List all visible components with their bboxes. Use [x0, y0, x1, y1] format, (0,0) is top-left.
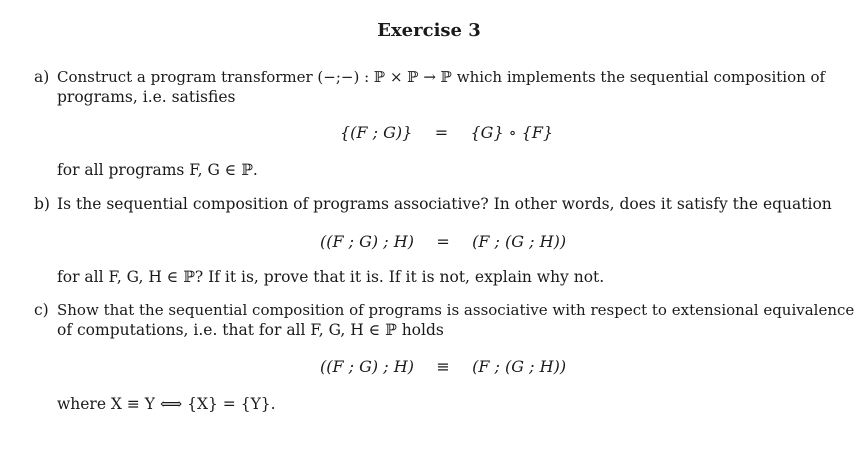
part-c-line-1: Show that the sequential composition of programs is associative with respect to extensional equivalence: [57, 301, 855, 319]
part-c-after-text: where X ≡ Y ⟺ {X} = {Y}.: [57, 395, 276, 413]
part-a-line-2: programs, i.e. satisfies: [57, 88, 236, 106]
part-c-line-2: of computations, i.e. that for all F, G, H ∈ ℙ holds: [57, 321, 444, 339]
part-a-marker: a): [34, 68, 50, 86]
part-b-equation: [320, 232, 566, 252]
part-b-equation-lhs: ((F ; G) ; H): [320, 232, 414, 251]
part-b-equation-relation: =: [436, 232, 450, 251]
part-c-equation: [320, 357, 566, 377]
part-a-equation: [340, 123, 553, 143]
exercise-title: Exercise 3: [377, 20, 481, 41]
part-a-equation-lhs: {(F ; G)}: [340, 123, 413, 142]
part-a-after-text: for all programs F, G ∈ ℙ.: [57, 161, 258, 179]
part-c-marker: c): [34, 301, 49, 319]
part-c-equation-lhs: ((F ; G) ; H): [320, 357, 414, 376]
part-a-equation-rhs: {G} ∘ {F}: [470, 123, 554, 142]
part-a-equation-relation: =: [434, 123, 449, 142]
part-b-line-1: Is the sequential composition of programs associative? In other words, does it satisfy the equation: [57, 195, 832, 213]
part-b-equation-rhs: (F ; (G ; H)): [472, 232, 567, 251]
part-b-after-text: for all F, G, H ∈ ℙ? If it is, prove that it is. If it is not, explain why not.: [57, 268, 605, 286]
part-c-equation-rhs: (F ; (G ; H)): [472, 357, 567, 376]
part-a-line-1: Construct a program transformer (−;−) : ℙ × ℙ → ℙ which implements the sequential composition of: [57, 68, 826, 86]
part-c-equation-relation: ≡: [436, 357, 450, 376]
part-b-marker: b): [34, 195, 50, 213]
